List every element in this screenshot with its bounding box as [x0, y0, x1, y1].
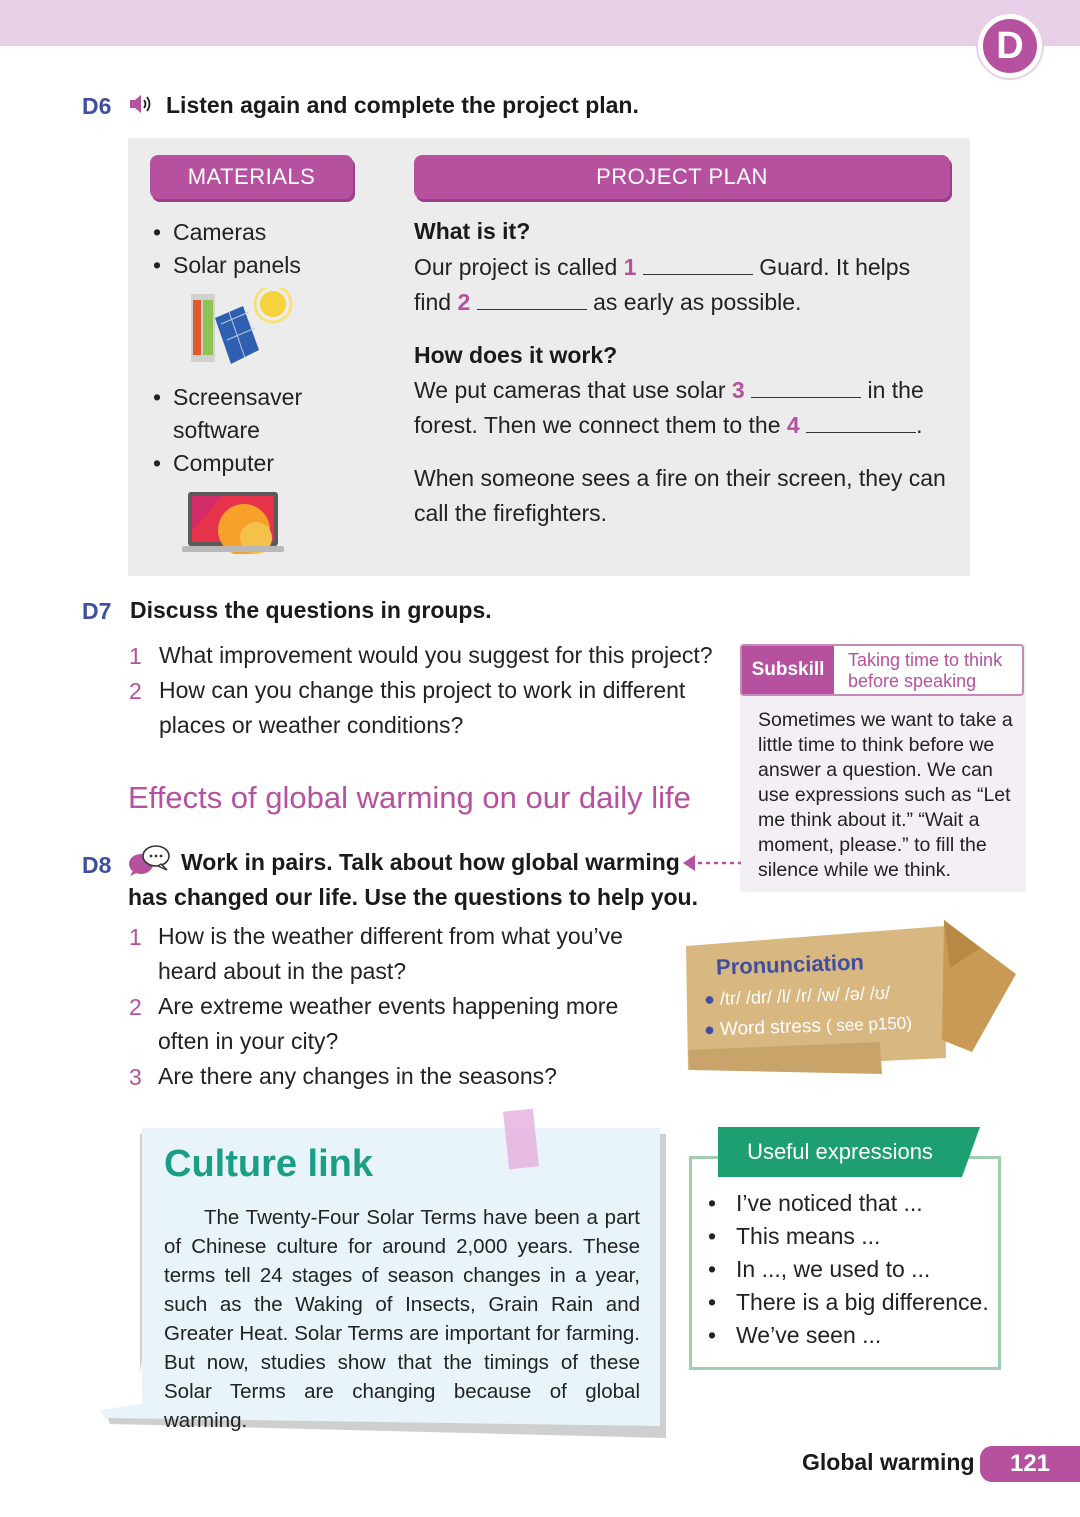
- blank-number: 1: [623, 254, 637, 280]
- question-number: 1: [129, 643, 142, 669]
- blank-number: 3: [731, 377, 745, 403]
- d7-question-2-continued: places or weather conditions?: [159, 712, 464, 738]
- d8-question-2: Are extreme weather events happening more: [158, 993, 619, 1019]
- blank-number: 4: [786, 412, 800, 438]
- page-number: 121: [980, 1446, 1080, 1482]
- list-item: • There is a big difference.: [708, 1289, 989, 1315]
- plan-line-3: We put cameras that use solar 3 in the: [414, 377, 924, 403]
- top-band: [0, 0, 1080, 46]
- subskill-tag: Subskill: [742, 646, 834, 694]
- question-what-is-it: What is it?: [414, 218, 531, 244]
- exercise-label-d7: D7: [82, 598, 112, 624]
- question-number: 3: [129, 1064, 142, 1090]
- pronunciation-word-stress: ● Word stress ( see p150): [703, 1013, 913, 1041]
- materials-item: • Computer: [153, 450, 274, 476]
- d7-instruction: Discuss the questions in groups.: [130, 597, 492, 623]
- unit-badge: D: [978, 14, 1042, 78]
- d8-question-1-continued: heard about in the past?: [158, 958, 407, 984]
- blank-number: 2: [457, 289, 471, 315]
- materials-item: • Solar panels: [153, 252, 301, 278]
- pronunciation-sounds: ● /tr/ /dr/ /l/ /r/ /w/ /ə/ /ʊ/: [703, 982, 891, 1010]
- question-how-does-it-work: How does it work?: [414, 342, 618, 368]
- useful-expressions-title: Useful expressions: [718, 1127, 962, 1177]
- culture-link-title: Culture link: [164, 1143, 374, 1185]
- d8-instruction-line-1: Work in pairs. Talk about how global warming: [181, 849, 680, 875]
- materials-item-continued: software: [173, 417, 260, 443]
- materials-header: MATERIALS: [150, 155, 353, 199]
- question-number: 2: [129, 678, 142, 704]
- d6-instruction: Listen again and complete the project plan.: [166, 92, 639, 118]
- speech-bubble-icon: [127, 843, 171, 877]
- question-number: 1: [129, 924, 142, 950]
- plan-line-2: find 2 as early as possible.: [414, 289, 802, 315]
- solar-panel-icon: [185, 288, 295, 368]
- footer-unit-title: Global warming: [802, 1449, 975, 1475]
- plan-line-6: call the firefighters.: [414, 500, 608, 526]
- computer-icon: [182, 490, 284, 554]
- project-plan-header: PROJECT PLAN: [414, 155, 950, 199]
- d7-question-2: How can you change this project to work in different: [159, 677, 686, 703]
- speaker-icon[interactable]: [128, 91, 154, 117]
- pronunciation-title: Pronunciation: [715, 949, 865, 980]
- section-title: Effects of global warming on our daily life: [128, 780, 691, 815]
- list-item: • This means ...: [708, 1223, 881, 1249]
- list-item: • We’ve seen ...: [708, 1322, 882, 1348]
- d8-question-3: Are there any changes in the seasons?: [158, 1063, 557, 1089]
- answer-blank-2[interactable]: [477, 290, 587, 310]
- subskill-title: Taking time to think before speaking: [848, 650, 1003, 691]
- list-item: • I’ve noticed that ...: [708, 1190, 923, 1216]
- plan-line-1: Our project is called 1 Guard. It helps: [414, 254, 911, 280]
- exercise-label-d6: D6: [82, 93, 112, 119]
- d8-question-2-continued: often in your city?: [158, 1028, 339, 1054]
- useful-expressions-list: [708, 1187, 989, 1352]
- subskill-body: Sometimes we want to take a little time to think before we answer a question. We can use expressions such as “Let me think about it.” “Wait a moment, please.” to fill the silence while we think.: [758, 709, 1013, 881]
- culture-link-body: The Twenty-Four Solar Terms have been a part of Chinese culture for around 2,000 years. These terms tell 24 stages of season changes in a year, such as the Waking of Insects, Grain Rain and Greater Heat. Solar Terms are important for farming. But now, studies show that the timings of these Solar Terms are changing because of global warming.: [164, 1206, 640, 1432]
- plan-line-5: When someone sees a fire on their screen, they can: [414, 465, 946, 491]
- materials-item: • Cameras: [153, 219, 267, 245]
- d8-question-1: How is the weather different from what you’ve: [158, 923, 623, 949]
- list-item: • In ..., we used to ...: [708, 1256, 931, 1282]
- dotted-arrow-icon: [683, 852, 741, 874]
- answer-blank-3[interactable]: [751, 378, 861, 398]
- question-number: 2: [129, 994, 142, 1020]
- plan-line-4: forest. Then we connect them to the 4 .: [414, 412, 923, 438]
- answer-blank-4[interactable]: [806, 413, 916, 433]
- answer-blank-1[interactable]: [643, 255, 753, 275]
- materials-item: • Screensaver: [153, 384, 303, 410]
- exercise-label-d8: D8: [82, 852, 112, 878]
- d7-question-1: What improvement would you suggest for this project?: [159, 642, 713, 668]
- d8-instruction-line-2: has changed our life. Use the questions to help you.: [128, 884, 698, 910]
